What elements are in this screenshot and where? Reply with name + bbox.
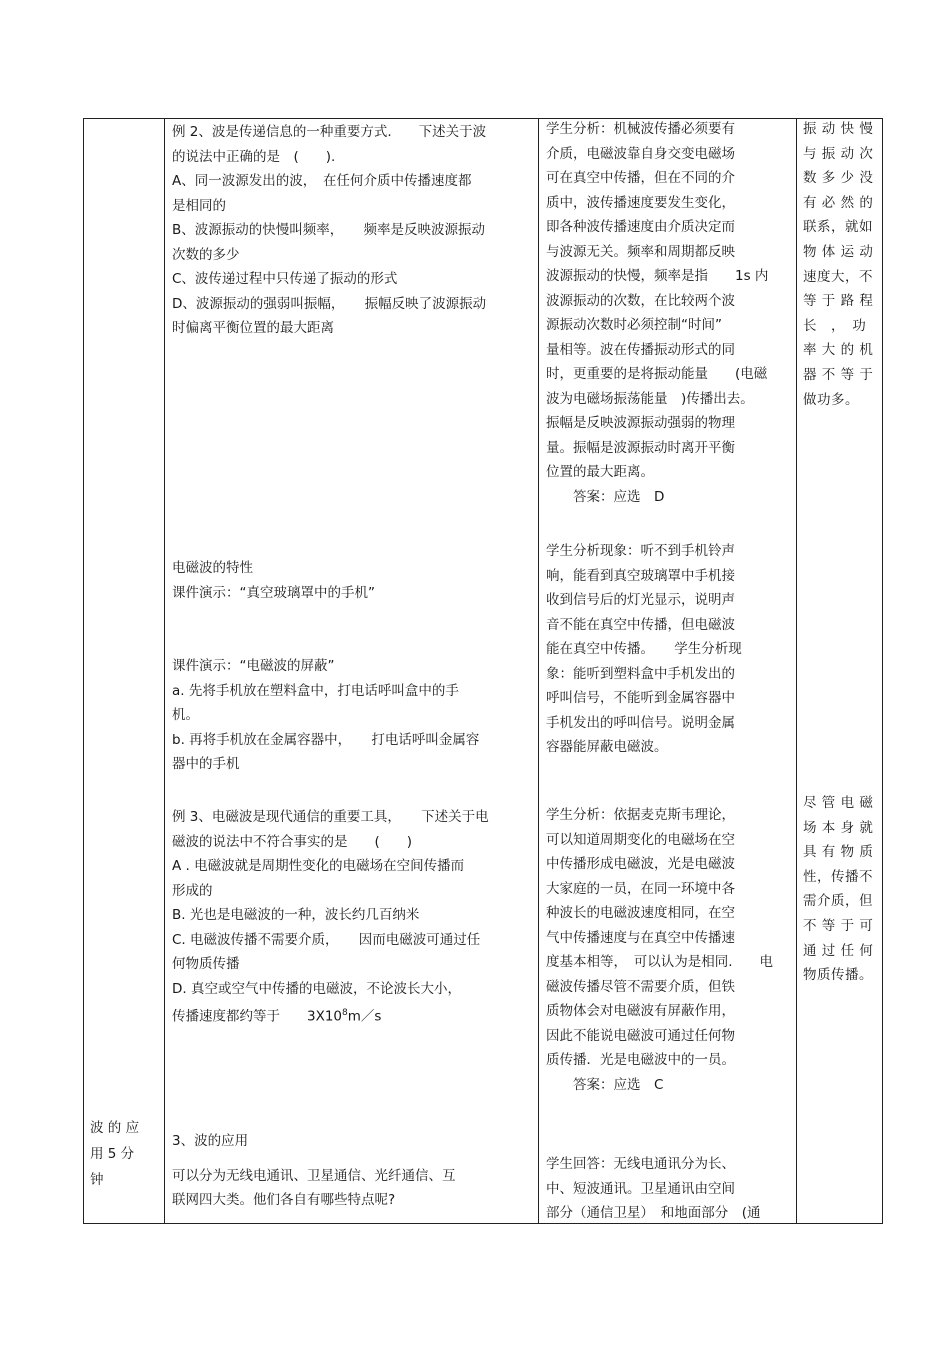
option-a: A . 电磁波就是周期性变化的电磁场在空间传播而 bbox=[172, 858, 465, 874]
wave-applications: 3、波的应用 可以分为无线电通讯、卫星通信、光纤通信、互 联网四大类。他们各自有哪些特点呢? bbox=[172, 1129, 534, 1213]
option-b: B. 光也是电磁波的一种，波长约几百纳米 bbox=[172, 907, 420, 923]
em-properties bbox=[172, 556, 534, 605]
demo-1: 课件演示：“真空玻璃罩中的手机” bbox=[172, 584, 375, 601]
option-c: C、波传递过程中只传递了振动的形式 bbox=[172, 271, 398, 287]
student-answer-4: 学生回答：无线电通讯分为长、 中、短波通讯。卫星通讯由空间 部分（通信卫星） 和地面部分 (通 bbox=[546, 1156, 761, 1221]
section-title: 3、波的应用 bbox=[172, 1133, 249, 1149]
answer: 答案：应选 C bbox=[546, 1076, 664, 1093]
demo-2: 课件演示：“电磁波的屏蔽” bbox=[172, 658, 335, 674]
student-analysis-2: 学生分析现象：听不到手机铃声 响，能看到真空玻璃罩中手机接 收到信号后的灯光显示，说明声 音不能在真空中传播，但电磁波 能在真空中传播。 学生分析现 象：能听到塑料盒中手机发出的 呼叫信号，不能听到金属容器中 手机发出的呼叫信号。说明金属 容器能屏蔽电磁波。 bbox=[546, 543, 742, 755]
stage-label: 波 的 应 用 5 分 钟 bbox=[90, 1120, 140, 1188]
example-3: 例 3、电磁波是现代通信的重要工具， 下述关于电 磁波的说法中不符合事实的是 ( ) A . 电磁波就是周期性变化的电磁场在空间传播而 形成的 B. 光也是电磁波的一种，波长约几百纳米 C. 电磁波传播不需要介质， 因而电磁波可通过任 何物质传播 D. 真空或空气中传播的电磁波，不论波长大小， 传播速度都约等于 $3X10^8m/s$ bbox=[172, 805, 534, 1029]
option-a: A、同一波源发出的波， 在任何介质中传播速度都 bbox=[172, 173, 472, 189]
step-a: a. 先将手机放在塑料盒中，打电话呼叫盒中的手 bbox=[172, 682, 459, 699]
notes-column bbox=[797, 119, 884, 1223]
example-3-question: 例 3、电磁波是现代通信的重要工具， 下述关于电 bbox=[172, 809, 489, 825]
student-column bbox=[539, 119, 796, 1223]
note-2: 尽 管 电 磁 场 本 身 就 具 有 物 质 性，传播不 需介质，但 不 等 于 可 通 过 任 何 物质传播。 bbox=[803, 795, 874, 984]
option-b: B、波源振动的快慢叫频率， 频率是反映波源振动 bbox=[172, 222, 486, 238]
stage-column bbox=[84, 119, 164, 1223]
note-1: 振 动 快 慢 与 振 动 次 数 多 少 没 有 必 然 的 联系，就如 物 体 运 动 速度大，不 等 于 路 程 长 ， 功 率 大 的 机 器 不 等 于 做功多。 bbox=[803, 121, 874, 408]
em-shielding: 课件演示：“电磁波的屏蔽” a. 先将手机放在塑料盒中，打电话呼叫盒中的手 机。 b. 再将手机放在金属容器中， 打电话呼叫金属容 器中的手机 bbox=[172, 654, 534, 777]
section-title: 电磁波的特性 bbox=[172, 560, 253, 576]
answer: 答案：应选 D bbox=[546, 488, 665, 505]
option-d: D、波源振动的强弱叫振幅， 振幅反映了波源振动 bbox=[172, 295, 487, 312]
option-c: C. 电磁波传播不需要介质， 因而电磁波可通过任 bbox=[172, 931, 481, 948]
step-b: b. 再将手机放在金属容器中， 打电话呼叫金属容 bbox=[172, 731, 480, 748]
student-analysis-3: 学生分析：依据麦克斯韦理论， 可以知道周期变化的电磁场在空 中传播形成电磁波，光是电磁波 大家庭的一员，在同一环境中各 种波长的电磁波速度相同，在空 气中传播速度与在真空中传播速 度基本相等， 可以认为是相同. 电 磁波传播尽管不需要介质，但铁 质物体会对电磁波有屏蔽作用， 因此不能说电磁波可通过任何物 质传播．光是电磁波中的一员。 答案：应选 C bbox=[546, 803, 794, 1097]
example-2-question: 例 2、波是传递信息的一种重要方式. 下述关于波 bbox=[172, 124, 487, 140]
teacher-column bbox=[165, 119, 538, 1223]
lesson-table bbox=[83, 118, 883, 1224]
student-analysis-1: 学生分析：机械波传播必须要有 介质，电磁波靠自身交变电磁场 可在真空中传播，但在不同的介 质中，波传播速度要发生变化， 即各种波传播速度由介质决定而 与波源无关。频率和周期都反映 波源振动的快慢，频率是指 1s 内 波源振动的次数，在比较两个波 源振动次数时必须控制“时间” 量相等。波在传播振动形式的同 时，更重要的是将振动能量 (电磁 波为电磁场振荡能量 )传播出去。 振幅是反映波源振动强弱的物理 量。振幅是波源振动时离开平衡 位置的最大距离。 答案：应选 D bbox=[546, 119, 794, 509]
option-d: D. 真空或空气中传播的电磁波，不论波长大小， bbox=[172, 980, 461, 997]
example-2: 例 2、波是传递信息的一种重要方式. 下述关于波 的说法中正确的是 ( ). A、同一波源发出的波， 在任何介质中传播速度都 是相同的 B、波源振动的快慢叫频率， 频率是反映波源振动 次数的多少 C、波传递过程中只传递了振动的形式 D、波源振动的强弱叫振幅， 振幅反映了波源振动 时偏离平衡位置的最大距离 bbox=[172, 120, 534, 341]
